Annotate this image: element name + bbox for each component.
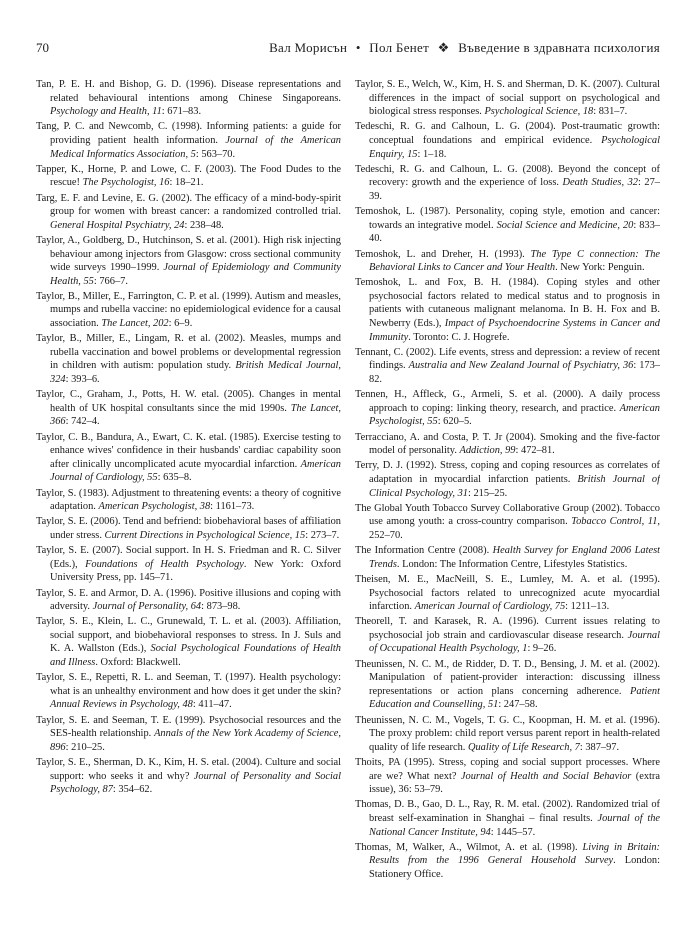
reference-entry <box>36 671 341 712</box>
reference-source-title: Living in Britain: Results from the 1996 General Household Survey <box>369 841 660 867</box>
reference-authors-text: Taylor, S. E., Klein, L. C., Grunewald, T. L. et al. (2003). Affiliation, social support, and biobehavioral responses to stress. In J. Suls and K. A. Wallston (Eds.), <box>36 616 341 655</box>
reference-entry <box>355 431 660 458</box>
reference-pages: : 1211–13. <box>565 601 610 613</box>
reference-entry <box>36 290 341 331</box>
reference-source-title: The Lancet, 202 <box>101 318 169 330</box>
reference-pages: : 1161–73. <box>210 501 255 513</box>
reference-pages: : 411–47. <box>192 699 232 711</box>
reference-authors-text: Temoshok, L. and Dreher, H. (1993). <box>355 248 531 260</box>
reference-authors-text: Taylor, S. E. and Seeman, T. E. (1999). Psychosocial resources and the SES-health relationship. <box>36 714 341 740</box>
reference-entry <box>355 615 660 656</box>
reference-entry <box>36 332 341 386</box>
reference-entry <box>355 276 660 344</box>
reference-pages: . New York: Oxford University Press, pp. 145–71. <box>50 558 341 584</box>
reference-entry <box>36 587 341 614</box>
reference-authors-text: Theunissen, N. C. M., Vogels, T. G. C., Koopman, H. M. et al. (1996). The proxy problem: child report versus parent report in health-related quality of life research. <box>355 714 660 753</box>
reference-source-title: Psychological Enquiry, 15 <box>369 134 660 160</box>
reference-entry <box>36 163 341 190</box>
reference-pages: : 18–21. <box>169 177 204 189</box>
right-column <box>355 78 660 924</box>
reference-authors-text: Taylor, S. E., Welch, W., Kim, H. S. and Sherman, D. K. (2007). Cultural differences in the impact of social support on psychological and biological stress responses. <box>355 79 660 118</box>
reference-entry <box>355 502 660 543</box>
reference-authors-text: Taylor, S. E., Repetti, R. L. and Seeman, T. (1997). Health psychology: what is an unhealthy environment and how does it get under the skin? <box>36 672 341 697</box>
reference-pages: : 27–39. <box>369 177 660 202</box>
reference-entry <box>355 798 660 839</box>
reference-source-title: American Psychologist, 55 <box>369 402 660 428</box>
reference-authors-text: Taylor, B., Miller, E., Lingam, R. et al. (2002). Measles, mumps and rubella vaccination and bowel problems or developmental regression in children with autism: population study. <box>36 333 341 372</box>
reference-entry <box>355 388 660 429</box>
reference-pages: : 766–7. <box>93 275 128 287</box>
reference-source-title: Health Survey for England 2006 Latest Trends <box>369 545 660 570</box>
reference-authors-text: Tedeschi, R. G. and Calhoun, L. G. (2008). Beyond the concept of recovery: growth and the experience of loss. <box>355 163 660 189</box>
reference-source-title: American Journal of Cardiology, 55 <box>50 458 341 484</box>
reference-entry <box>355 205 660 246</box>
reference-entry <box>355 658 660 712</box>
reference-pages: (extra issue), 36: 53–79. <box>369 770 660 796</box>
bullet-separator: • <box>355 40 361 55</box>
reference-entry <box>36 714 341 755</box>
reference-authors-text: The Information Centre (2008). <box>355 545 493 557</box>
reference-entry <box>36 487 341 514</box>
reference-authors-text: Taylor, S. (1983). Adjustment to threatening events: a theory of cognitive adaptation. <box>36 487 341 513</box>
reference-entry <box>355 544 660 571</box>
reference-source-title: British Journal of Clinical Psychology, 31 <box>369 473 660 499</box>
reference-pages: : 210–25. <box>65 741 105 753</box>
reference-authors-text: Tedeschi, R. G. and Calhoun, L. G. (2004). Post-traumatic growth: conceptual foundations and empirical evidence. <box>355 121 660 146</box>
reference-pages: : 563–70. <box>195 148 236 160</box>
reference-authors-text: Targ, E. F. and Levine, E. G. (2002). The efficacy of a mind-body-spirit group for women with breast cancer: a randomized controlled trial. <box>36 192 341 218</box>
reference-source-title: Addiction, 99 <box>459 445 516 457</box>
reference-pages: : 635–8. <box>157 472 192 484</box>
reference-source-title: Journal of Personality and Social Psychology, 87 <box>50 770 341 796</box>
reference-entry <box>36 234 341 288</box>
reference-pages: : 472–81. <box>515 445 555 457</box>
reference-source-title: Annals of the New York Academy of Science, 896 <box>50 728 341 753</box>
reference-pages: . London: The Information Centre, Lifestyles Statistics. <box>396 558 628 570</box>
reference-authors-text: Taylor, S. E. (2007). Social support. In H. S. Friedman and R. C. Silver (Eds.), <box>36 545 341 570</box>
reference-pages: : 354–62. <box>112 784 153 796</box>
reference-source-title: Journal of the American Medical Informatics Association, 5 <box>50 134 341 160</box>
author-2: Пол Бенет <box>369 40 430 55</box>
reference-pages: : 393–6. <box>65 374 100 386</box>
reference-entry <box>355 459 660 500</box>
reference-pages: . New York: Penguin. <box>555 262 645 274</box>
reference-source-title: The Lancet, 366 <box>50 402 341 428</box>
reference-entry <box>36 544 341 585</box>
reference-source-title: Impact of Psychoendocrine Systems in Cancer and Immunity <box>369 318 660 343</box>
reference-authors-text: Tang, P. C. and Newcomb, C. (1998). Informing patients: a guide for providing patient health information. <box>36 121 341 146</box>
reference-source-title: American Psychologist, 38 <box>98 501 211 513</box>
reference-authors-text: Temoshok, L. and Fox, B. H. (1984). Coping styles and other psychosocial factors related to medical status and to prognosis in patients with cutaneous malignant melanoma. In B. H. Fox and B. Newberry (Eds.), <box>355 277 660 330</box>
reference-entry <box>355 714 660 755</box>
reference-authors-text: Taylor, B., Miller, E., Farrington, C. P. et al. (1999). Autism and measles, mumps and rubella vaccine: no epidemiological evidence for a causal association. <box>36 290 341 330</box>
reference-source-title: Psychology and Health, 11 <box>50 106 162 118</box>
reference-pages: . London: Stationery Office. <box>369 855 660 880</box>
reference-authors-text: Taylor, S. E., Sherman, D. K., Kim, H. S. etal. (2004). Culture and social support: who seeks it and why? <box>36 757 341 782</box>
reference-authors-text: Tennen, H., Affleck, G., Armeli, S. et al. (2000). A daily process approach to coping: linking theory, research, and practice. <box>355 389 660 414</box>
reference-pages: : 671–83. <box>161 106 202 118</box>
reference-pages: : 173–82. <box>369 360 660 386</box>
reference-pages: : 742–4. <box>65 416 100 428</box>
reference-pages: : 9–26. <box>527 643 557 655</box>
left-column <box>36 78 341 924</box>
reference-source-title: Quality of Life Research, 7 <box>467 741 580 753</box>
reference-pages: . Oxford: Blackwell. <box>95 657 181 669</box>
reference-authors-text: The Global Youth Tobacco Survey Collaborative Group (2002). Tobacco use among youth: a cross-country comparison. <box>355 502 660 528</box>
reference-entry <box>36 431 341 485</box>
reference-authors-text: Taylor, A., Goldberg, D., Hutchinson, S. et al. (2001). High risk injecting behaviour among injectors from Glasgow: cross sectional community wide surveys 1990–1999. <box>36 234 341 274</box>
reference-authors-text: Thoits, PA (1995). Stress, coping and social support processes. Where are we? What next? <box>355 757 660 782</box>
reference-source-title: General Hospital Psychiatry, 24 <box>50 219 185 231</box>
reference-authors-text: Terracciano, A. and Costa, P. T. Jr (2004). Smoking and the five-factor model of personality. <box>355 431 660 457</box>
reference-pages: : 238–48. <box>184 219 224 231</box>
reference-pages: : 273–7. <box>305 529 340 541</box>
diamond-separator-icon: ❖ <box>437 40 450 55</box>
reference-authors-text: Theunissen, N. C. M., de Ridder, D. T. D., Bensing, J. M. et al. (2002). Manipulation of patient-provider interaction: discussing illness representations or action plans concerning adherence. <box>355 658 660 697</box>
reference-source-title: The Type C connection: The Behavioral Links to Cancer and Your Health <box>369 248 660 274</box>
reference-source-title: Social Science and Medicine, 20 <box>496 219 634 231</box>
reference-authors-text: Tan, P. E. H. and Bishop, G. D. (1996). Disease representations and related behavioural intentions among Chinese Singaporeans. <box>36 79 341 104</box>
author-1: Вал Морисън <box>269 40 348 55</box>
reference-pages: : 387–97. <box>579 741 620 753</box>
reference-source-title: Foundations of Health Psychology <box>85 558 244 570</box>
reference-authors-text: Thomas, M, Walker, A., Wilmot, A. et al. (1998). <box>355 841 583 853</box>
reference-authors-text: Taylor, C. B., Bandura, A., Ewart, C. K. etal. (1985). Exercise testing to enhance wives' confidence in their husbands' cardiac capability soon after clinically uncomplicated acute myocardial infarction. <box>36 431 341 470</box>
reference-entry <box>355 78 660 119</box>
reference-source-title: Journal of Personality, 64 <box>92 601 202 613</box>
reference-source-title: Journal of Health and Social Behavior <box>460 770 632 782</box>
reference-authors-text: Taylor, S. E. (2006). Tend and befriend: biobehavioral bases of affiliation under stress. <box>36 516 341 541</box>
reference-source-title: Journal of the National Cancer Institute, 94 <box>369 812 660 838</box>
reference-source-title: Patient Education and Counselling, 51 <box>369 685 660 711</box>
running-title <box>269 40 660 56</box>
reference-authors-text: Tennant, C. (2002). Life events, stress and depression: a review of recent findings. <box>355 346 660 372</box>
reference-source-title: Tobacco Control, 11 <box>571 516 658 528</box>
reference-pages: : 6–9. <box>168 318 193 330</box>
reference-pages: , 252–70. <box>369 516 660 541</box>
reference-source-title: The Psychologist, 16 <box>82 177 170 189</box>
reference-source-title: Current Directions in Psychological Science, 15 <box>104 529 306 541</box>
reference-entry <box>36 192 341 233</box>
reference-authors-text: Tapper, K., Horne, P. and Lowe, C. F. (2003). The Food Dudes to the rescue! <box>36 163 341 189</box>
reference-source-title: Annual Reviews in Psychology, 48 <box>50 699 193 711</box>
reference-source-title: Australia and New Zealand Journal of Psychiatry, 36 <box>408 360 634 372</box>
reference-source-title: Psychological Science, 18 <box>484 106 594 118</box>
reference-authors-text: Temoshok, L. (1987). Personality, coping style, emotion and cancer: towards an integrative model. <box>355 206 660 231</box>
reference-pages: : 1–18. <box>417 148 447 160</box>
book-title: Въведение в здравната психология <box>458 40 660 55</box>
reference-entry <box>36 615 341 669</box>
reference-pages: : 873–98. <box>201 601 241 613</box>
reference-entry <box>355 120 660 161</box>
reference-authors-text: Taylor, C., Graham, J., Potts, H. W. etal. (2005). Changes in mental health of UK hospital consultants since the mid 1990s. <box>36 389 341 414</box>
reference-source-title: Journal of Epidemiology and Community Health, 55 <box>50 262 341 287</box>
reference-authors-text: Thomas, D. B., Gao, D. L., Ray, R. M. etal. (2002). Randomized trial of breast self-examination in Shanghai – final results. <box>355 799 660 824</box>
reference-entry <box>355 573 660 614</box>
reference-entry <box>355 841 660 882</box>
reference-authors-text: Taylor, S. E. and Armor, D. A. (1996). Positive illusions and coping with adversity. <box>36 587 341 613</box>
reference-entry <box>36 78 341 119</box>
reference-authors-text: Theisen, M. E., MacNeill, S. E., Lumley, M. A. et al. (1995). Psychosocial factors related to unrecognized acute myocardial infarction. <box>355 573 660 613</box>
reference-source-title: Social Psychological Foundations of Health and Illness <box>50 643 341 669</box>
reference-pages: . Toronto: C. J. Hogrefe. <box>408 331 510 343</box>
reference-source-title: Death Studies, 32 <box>562 177 638 189</box>
reference-pages: : 831–7. <box>593 106 628 118</box>
reference-columns <box>36 78 660 924</box>
reference-entry <box>355 163 660 204</box>
reference-pages: : 833–40. <box>369 219 660 245</box>
reference-entry <box>355 248 660 275</box>
reference-source-title: American Journal of Cardiology, 75 <box>414 601 566 613</box>
reference-entry <box>36 515 341 542</box>
reference-pages: : 620–5. <box>437 416 472 428</box>
reference-entry <box>36 756 341 797</box>
reference-entry <box>355 756 660 797</box>
reference-entry <box>36 388 341 429</box>
reference-pages: : 215–25. <box>468 487 508 499</box>
reference-authors-text: Terry, D. J. (1992). Stress, coping and coping resources as correlates of adaptation in myocardial infarction patients. <box>355 460 660 485</box>
reference-source-title: Journal of Occupational Health Psychology, 1 <box>369 629 660 655</box>
reference-authors-text: Theorell, T. and Karasek, R. A. (1996). Current issues relating to psychosocial job strain and cardiovascular disease research. <box>355 616 660 641</box>
reference-entry <box>355 346 660 387</box>
reference-pages: : 1445–57. <box>490 826 536 838</box>
page-number: 70 <box>36 40 49 55</box>
reference-entry <box>36 120 341 161</box>
reference-pages: : 247–58. <box>498 699 538 711</box>
running-header <box>36 40 660 62</box>
reference-source-title: British Medical Journal, 324 <box>50 360 341 386</box>
